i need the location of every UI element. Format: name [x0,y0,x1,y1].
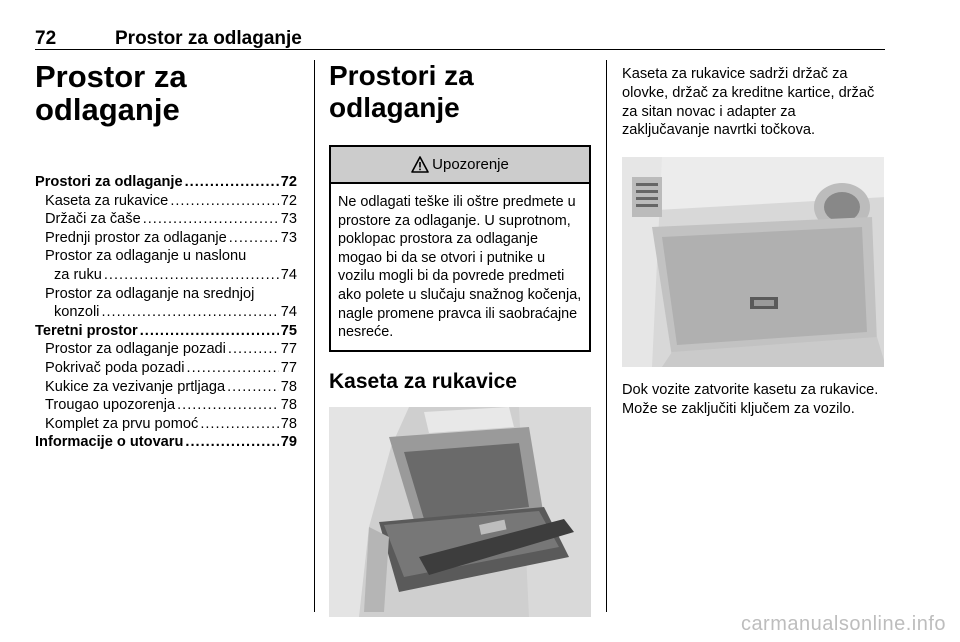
toc-entry-page: 73 [280,229,297,246]
toc-entry-text: Teretni prostor [35,322,138,339]
column-divider-right [606,60,607,612]
toc-entry-page: 75 [280,322,297,339]
toc-entry [35,266,297,285]
toc-entry [35,210,297,229]
glovebox-closing-note: Dok vozite zatvorite kasetu za rukavice. Može se zaključiti ključem za vozilo. [622,382,879,417]
toc-leader-dots [177,396,279,415]
warning-title: Upozorenje [432,156,509,173]
toc-entry [35,285,297,304]
glovebox-description: Kaseta za rukavice sadrži držač za olovke, držač za kreditne kartice, držač za sitan novac i adapter za zaključavanje navrtki točkova. [622,66,875,139]
chapter-title-line2: odlaganje [35,92,180,127]
toc-entry [35,173,297,192]
toc-entry-text: Pokrivač poda pozadi [45,359,185,376]
toc-entry-page: 78 [280,397,297,414]
toc-entry [35,229,297,248]
toc-leader-dots [101,303,278,322]
toc-leader-dots [200,415,278,434]
toc-entry-text: Držači za čaše [45,211,141,228]
toc-entry [35,359,297,378]
toc-entry [35,322,297,341]
toc-entry-page: 77 [280,341,297,358]
left-column [35,60,297,452]
toc-entry [35,378,297,397]
subsection-title: Kaseta za rukavice [329,369,517,393]
running-title: Prostor za odlaganje [115,28,302,49]
toc-entry-page: 72 [280,174,297,190]
toc-leader-dots [185,173,279,192]
toc-entry-page: 74 [280,304,297,321]
toc-leader-dots [229,229,279,248]
table-of-contents [35,173,297,452]
toc-leader-dots [227,378,279,397]
toc-entry-page: 73 [280,211,297,228]
toc-entry-text: Komplet za prvu pomoć [45,415,199,432]
glovebox-open-image [329,407,591,617]
warning-header [331,147,589,184]
toc-entry [35,340,297,359]
warning-text: Ne odlagati teške ili oštre predmete u prostore za odlaganje. U suprotnom, poklopac prostora za odlaganje mogao bi da se otvori i putnike u vozilu mogli bi da povrede predmeti ako polete u slučaju snažnog kočenja, nagle promene pravca ili saobraćajne nesreće. [338,194,582,341]
toc-leader-dots [140,322,279,341]
toc-entry-page: 79 [280,434,297,451]
toc-leader-dots [170,192,278,211]
toc-entry-page: 78 [280,378,297,395]
toc-entry-text: Prostor za odlaganje pozadi [45,341,226,358]
toc-entry-text: Prostor za odlaganje na srednjoj [45,285,255,302]
toc-entry-text: Prednji prostor za odlaganje [45,229,227,246]
toc-entry-text: Kaseta za rukavice [45,192,169,209]
toc-entry-text: za ruku [54,266,102,283]
toc-entry-page: 72 [280,192,297,209]
column-divider-left [314,60,315,612]
toc-entry [35,247,297,266]
warning-box [329,145,591,352]
section-title: Prostori za odlaganje [329,60,474,123]
toc-entry [35,433,297,452]
toc-entry-page: 77 [280,359,297,376]
middle-column [329,60,591,617]
toc-entry-text: Informacije o utovaru [35,434,184,451]
glovebox-closed-image [622,157,884,367]
toc-leader-dots [187,359,279,378]
watermark: carmanualsonline.info [740,613,946,635]
toc-entry-text: Trougao upozorenja [45,397,176,414]
warning-triangle-icon [411,156,429,173]
toc-entry-text: Kukice za vezivanje prtljaga [45,378,226,395]
chapter-title-line1: Prostor za [35,59,187,94]
toc-entry-page: 78 [280,415,297,432]
toc-entry [35,303,297,322]
toc-entry-page: 74 [280,266,297,283]
toc-entry [35,415,297,434]
toc-leader-dots [185,433,278,452]
toc-entry-text: Prostor za odlaganje u naslonu [45,248,247,265]
right-column [622,60,886,419]
header-rule [35,49,885,50]
page-number: 72 [35,28,57,49]
toc-entry [35,396,297,415]
toc-leader-dots [228,340,279,359]
page-header [35,24,885,52]
toc-leader-dots [104,266,279,285]
chapter-title [35,60,297,126]
toc-entry-text: konzoli [54,304,100,321]
toc-entry [35,192,297,211]
toc-entry-text: Prostori za odlaganje [35,174,183,190]
toc-leader-dots [143,210,279,229]
